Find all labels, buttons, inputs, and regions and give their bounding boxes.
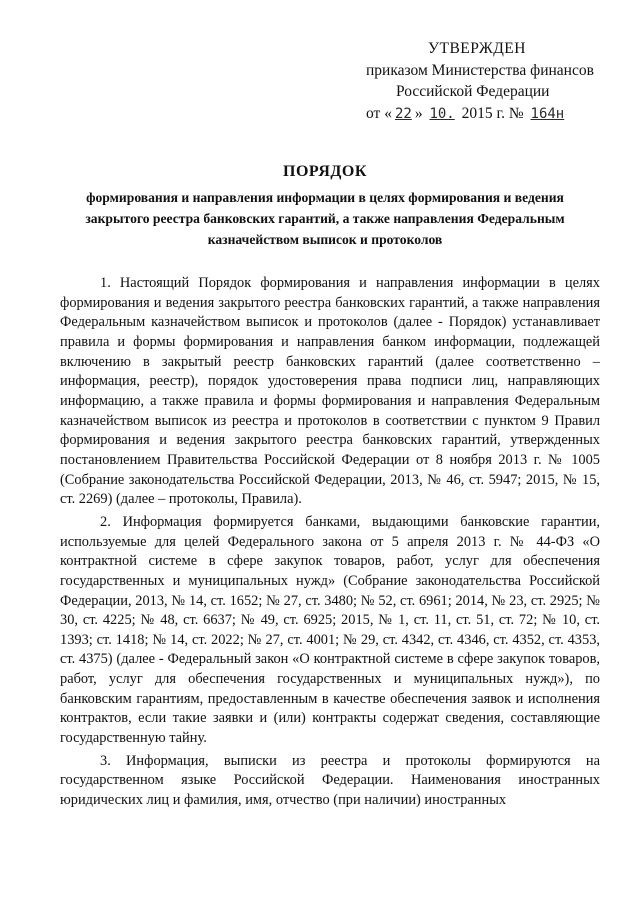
paragraph-2: 2. Информация формируется банками, выдающими банковские гарантии, используемые для целей Федерального закона от 5 апреля 2013 г. № 44-ФЗ «О контрактной системе в сфере закупок товаров, работ, услуг для обеспечения государственных и муниципальных нужд» (Собрание законодательства Российской Федерации, 2013, № 14, ст. 1652; № 27, ст. 3480; № 52, ст. 6961; 2014, № 23, ст. 2925; № 30, ст. 4225; № 48, ст. 6637; № 49, ст. 6925; 2015, № 1, ст. 11, ст. 51, ст. 72; № 10, ст. 1393; ст. 1418; № 14, ст. 2022; № 27, ст. 4001; № 29, ст. 4342, ст. 4346, ст. 4352, ст. 4353, ст. 4375) (далее - Федеральный закон «О контрактной системе в сфере закупок товаров, работ, услуг для обеспечения государственных и муниципальных нужд»), по банковским гарантиям, предоставленным в качестве обеспечения заявок и исполнения контрактов, если такие заявки и (или) контракты содержат сведения, составляющие государственную тайну. [60,513,600,747]
document-title: ПОРЯДОК [283,163,367,180]
date-day: 22 [394,105,412,122]
date-prefix: от « [366,104,392,122]
document-subtitle: формирования и направления информации в целях формирования и ведения закрытого реестра банковских гарантий, а также направления Федеральным казначейством выписок и протоколов [85,190,565,247]
approval-title: УТВЕРЖДЕН [428,40,526,57]
date-month: 10. [429,105,455,122]
approval-issuer: приказом Министерства финансов [366,61,594,79]
approval-date-line [320,103,620,126]
document-heading [60,163,590,250]
document-body [60,274,600,814]
approval-country: Российской Федерации [396,83,550,100]
paragraph-1: 1. Настоящий Порядок формирования и направления информации в целях формирования и ведения закрытого реестра банковских гарантий, а также направления Федеральным казначейством выписок и протоколов (далее - Порядок) устанавливает правила и формы формирования и направления банком информации, подлежащей включению в закрытый реестр банковских гарантий (далее соответственно – информация, реестр), порядок удостоверения права подписи лиц, направляющих информацию, а также правила и формы формирования и направления Федеральным казначейством выписок из реестра и протоколов в соответствии с пунктом 9 Правил формирования и ведения закрытого реестра банковских гарантий, утвержденных постановлением Правительства Российской Федерации от 8 ноября 2013 г. № 1005 (Собрание законодательства Российской Федерации, 2013, № 46, ст. 5947; 2015, № 15, ст. 2269) (далее – протоколы, Правила). [60,275,600,508]
order-number: 164н [530,105,565,122]
approval-stamp [320,38,620,125]
paragraph-3: 3. Информация, выписки из реестра и протоколы формируются на государственном языке Российской Федерации. Наименования иностранных юридических лиц и фамилия, имя, отчество (при наличии) иностранных [60,752,600,809]
date-mid: » [414,104,423,122]
date-year: 2015 г. № [461,104,524,122]
